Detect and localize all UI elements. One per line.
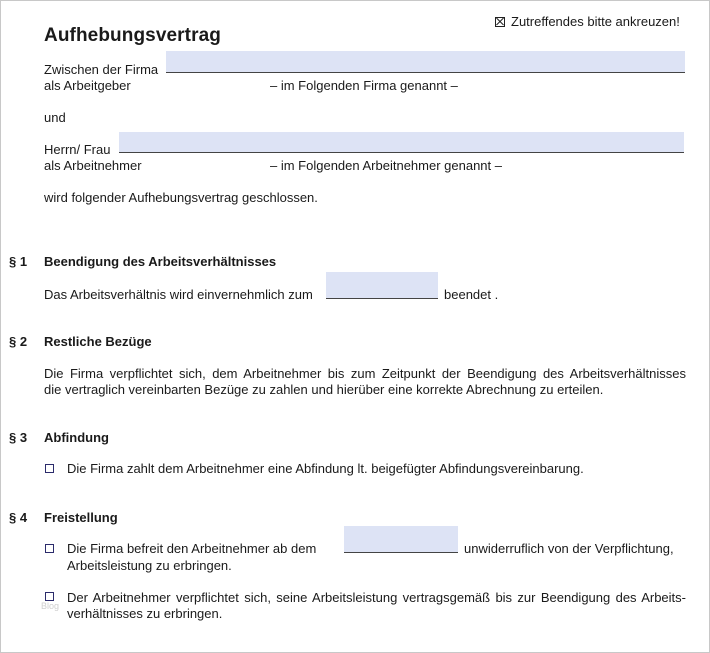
section-heading-3: Abfindung [44, 430, 109, 445]
release-date-underline [344, 552, 458, 553]
section-heading-1: Beendigung des Arbeitsverhältnisses [44, 254, 277, 269]
company-name-input[interactable] [166, 51, 685, 72]
release-date-input[interactable] [344, 526, 458, 552]
severance-checkbox[interactable] [45, 464, 54, 473]
section-number-4: § 4 [9, 510, 28, 525]
continue-work-line-2: verhältnisses zu erbringen. [67, 606, 223, 621]
company-label: Zwischen der Firma [44, 62, 159, 77]
instruction-hint [495, 14, 680, 30]
release-text-start: Die Firma befreit den Arbeitnehmer ab dem [67, 541, 317, 556]
and-label: und [44, 110, 66, 125]
continue-work-checkbox[interactable] [45, 592, 54, 601]
employee-name-input[interactable] [119, 132, 684, 153]
section-number-2: § 2 [9, 334, 28, 349]
severance-option-text: Die Firma zahlt dem Arbeitnehmer eine Abfindung lt. beigefügter Abfindungsvereinbarung. [67, 461, 584, 476]
release-checkbox[interactable] [45, 544, 54, 553]
employer-label: als Arbeitgeber [44, 78, 131, 93]
instruction-text: Zutreffendes bitte ankreuzen! [511, 14, 680, 29]
salary-text-line-1: Die Firma verpflichtet sich, dem Arbeitnehmer bis zum Zeitpunkt der Beendigung des Arbeitsverhältnisses [44, 366, 686, 381]
section-number-3: § 3 [9, 430, 28, 445]
watermark: Blog [41, 601, 60, 611]
section-heading-4: Freistellung [44, 510, 118, 525]
continue-work-line-1: Der Arbeitnehmer verpflichtet sich, seine Arbeitsleistung vertragsgemäß bis zur Beendigung des Arbeits- [67, 590, 686, 605]
person-label: Herrn/ Frau [44, 142, 111, 157]
release-text-line-2: Arbeitsleistung zu erbringen. [67, 558, 232, 573]
salary-text-line-2: die vertraglich vereinbarten Bezüge zu zahlen und hierüber eine korrekte Abrechnung zu erteilen. [44, 382, 604, 397]
release-text-end: unwiderruflich von der Verpflichtung, [464, 541, 674, 556]
section-number-1: § 1 [9, 254, 28, 269]
employer-note: – im Folgenden Firma genannt – [270, 78, 458, 93]
employee-label: als Arbeitnehmer [44, 158, 142, 173]
termination-date-input[interactable] [326, 272, 438, 298]
employee-note: – im Folgenden Arbeitnehmer genannt – [270, 158, 502, 173]
section-heading-2: Restliche Bezüge [44, 334, 152, 349]
crossed-checkbox-icon [495, 17, 505, 27]
page-title: Aufhebungsvertrag [44, 25, 221, 46]
employee-underline [119, 152, 684, 153]
company-underline [166, 72, 685, 73]
termination-text-end: beendet . [444, 287, 499, 302]
termination-text: Das Arbeitsverhältnis wird einvernehmlich zum [44, 287, 313, 302]
termination-date-underline [326, 298, 438, 299]
closing-sentence: wird folgender Aufhebungsvertrag geschlossen. [44, 190, 318, 205]
